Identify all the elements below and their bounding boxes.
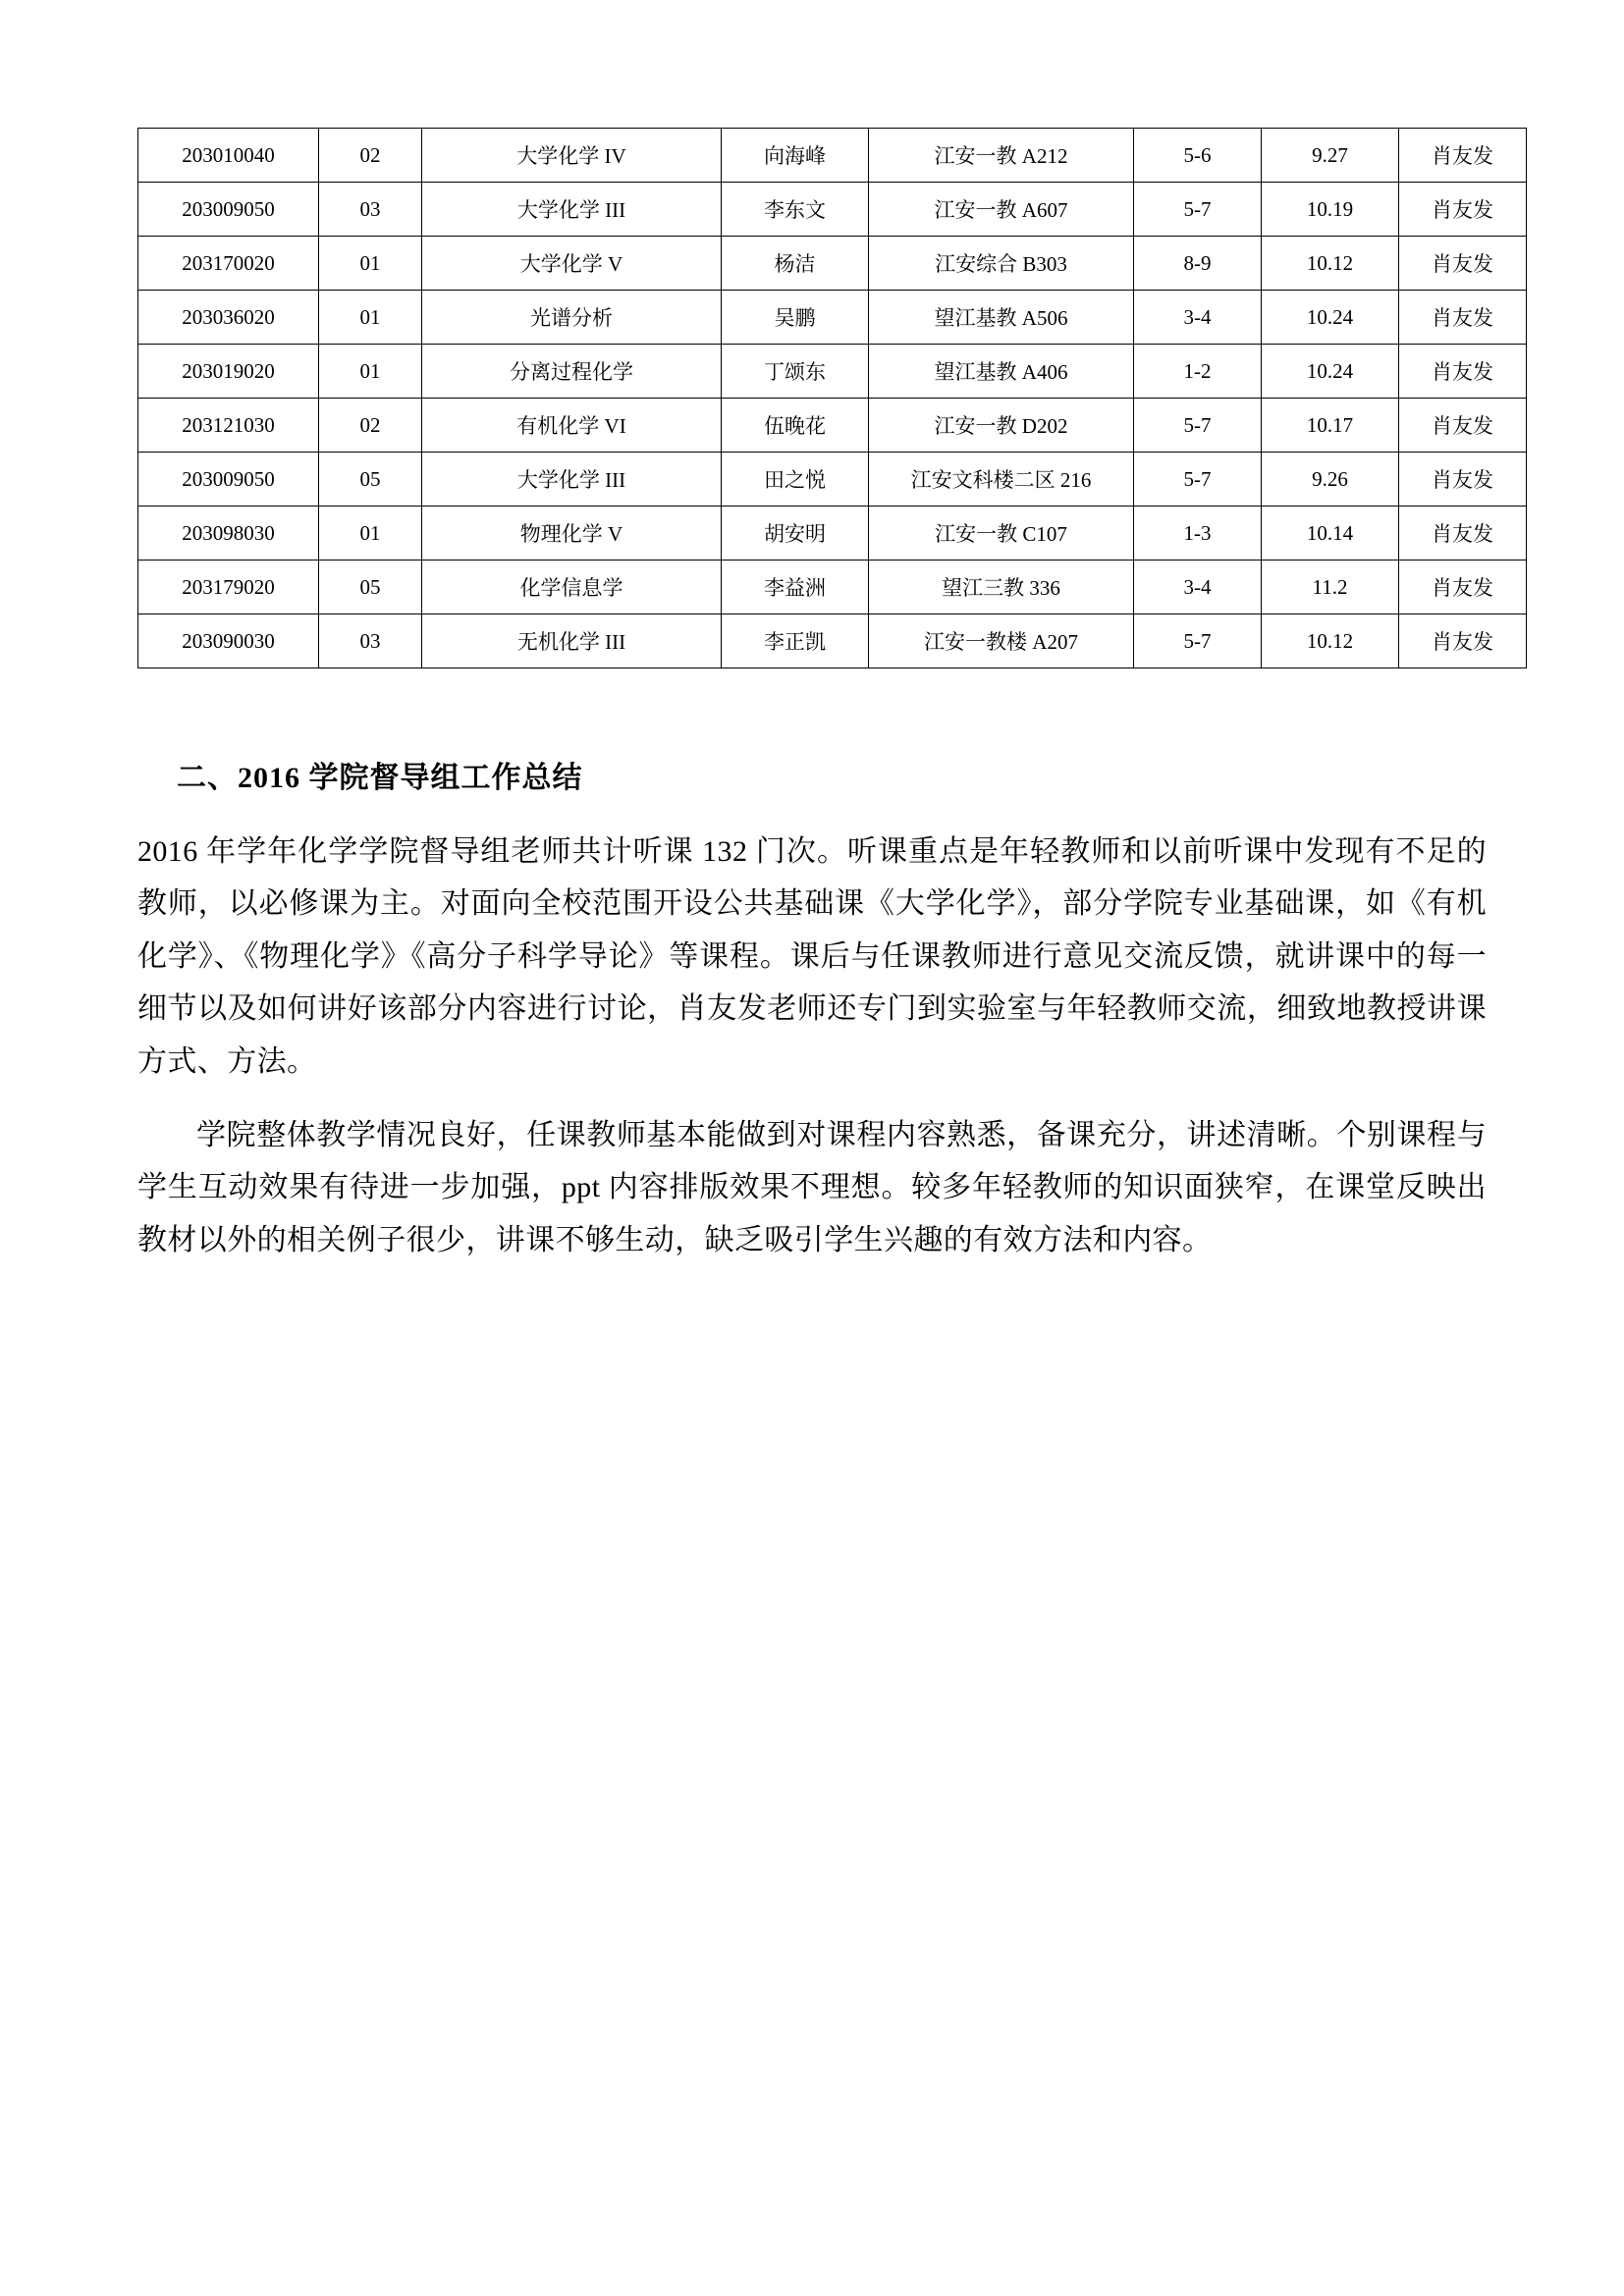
cell-teacher: 田之悦 [722, 453, 869, 507]
cell-location: 江安一教 D202 [869, 399, 1134, 453]
cell-course-seq: 01 [319, 345, 422, 399]
cell-date: 11.2 [1262, 561, 1399, 614]
cell-date: 10.12 [1262, 614, 1399, 668]
cell-observer: 肖友发 [1399, 129, 1527, 183]
cell-teacher: 伍晚花 [722, 399, 869, 453]
cell-observer: 肖友发 [1399, 507, 1527, 561]
cell-course-seq: 01 [319, 507, 422, 561]
table-row [138, 291, 1527, 345]
cell-date: 10.24 [1262, 291, 1399, 345]
cell-teacher: 胡安明 [722, 507, 869, 561]
table-row [138, 183, 1527, 237]
cell-date: 10.14 [1262, 507, 1399, 561]
cell-period: 1-2 [1134, 345, 1262, 399]
cell-teacher: 丁颂东 [722, 345, 869, 399]
cell-course-code: 203009050 [138, 453, 319, 507]
cell-course-code: 203036020 [138, 291, 319, 345]
cell-location: 望江基教 A506 [869, 291, 1134, 345]
cell-observer: 肖友发 [1399, 453, 1527, 507]
cell-observer: 肖友发 [1399, 345, 1527, 399]
cell-date: 10.12 [1262, 237, 1399, 291]
cell-course-seq: 03 [319, 183, 422, 237]
cell-teacher: 李益洲 [722, 561, 869, 614]
table-row [138, 129, 1527, 183]
cell-period: 5-7 [1134, 399, 1262, 453]
cell-date: 10.19 [1262, 183, 1399, 237]
section-heading: 二、2016 学院督导组工作总结 [177, 762, 583, 794]
cell-period: 5-7 [1134, 614, 1262, 668]
cell-course-code: 203098030 [138, 507, 319, 561]
cell-course-name: 大学化学 III [422, 453, 722, 507]
cell-date: 9.27 [1262, 129, 1399, 183]
course-schedule-table [137, 128, 1527, 668]
cell-course-name: 有机化学 VI [422, 399, 722, 453]
cell-location: 江安文科楼二区 216 [869, 453, 1134, 507]
cell-course-seq: 03 [319, 614, 422, 668]
cell-course-seq: 01 [319, 291, 422, 345]
paragraph-summary-1: 2016 年学年化学学院督导组老师共计听课 132 门次。听课重点是年轻教师和以前听课中发现有不足的教师，以必修课为主。对面向全校范围开设公共基础课《大学化学》，部分学院专业基础课，如《有机化学》、《物理化学》《高分子科学导论》等课程。课后与任课教师进行意见交流反馈，就讲课中的每一细节以及如何讲好该部分内容进行讨论，肖友发老师还专门到实验室与年轻教师交流，细致地教授讲课方式、方法。 [137, 835, 1487, 1078]
cell-period: 1-3 [1134, 507, 1262, 561]
cell-observer: 肖友发 [1399, 614, 1527, 668]
cell-teacher: 李正凯 [722, 614, 869, 668]
cell-course-name: 大学化学 III [422, 183, 722, 237]
cell-location: 江安一教楼 A207 [869, 614, 1134, 668]
cell-location: 江安一教 A212 [869, 129, 1134, 183]
cell-teacher: 杨洁 [722, 237, 869, 291]
cell-location: 望江三教 336 [869, 561, 1134, 614]
cell-period: 8-9 [1134, 237, 1262, 291]
cell-course-name: 光谱分析 [422, 291, 722, 345]
cell-course-seq: 05 [319, 561, 422, 614]
cell-observer: 肖友发 [1399, 237, 1527, 291]
cell-course-seq: 05 [319, 453, 422, 507]
cell-date: 9.26 [1262, 453, 1399, 507]
cell-course-name: 物理化学 V [422, 507, 722, 561]
cell-course-code: 203010040 [138, 129, 319, 183]
cell-period: 5-7 [1134, 183, 1262, 237]
cell-course-code: 203179020 [138, 561, 319, 614]
table-row [138, 614, 1527, 668]
cell-period: 3-4 [1134, 561, 1262, 614]
cell-location: 江安一教 A607 [869, 183, 1134, 237]
table-row [138, 453, 1527, 507]
cell-period: 3-4 [1134, 291, 1262, 345]
cell-course-name: 分离过程化学 [422, 345, 722, 399]
cell-observer: 肖友发 [1399, 291, 1527, 345]
cell-course-name: 大学化学 V [422, 237, 722, 291]
paragraph-summary-2: 学院整体教学情况良好，任课教师基本能做到对课程内容熟悉，备课充分，讲述清晰。个别课程与学生互动效果有待进一步加强，ppt 内容排版效果不理想。较多年轻教师的知识面狭窄，在课堂反映出教材以外的相关例子很少，讲课不够生动，缺乏吸引学生兴趣的有效方法和内容。 [137, 1118, 1487, 1256]
cell-location: 望江基教 A406 [869, 345, 1134, 399]
table-row [138, 507, 1527, 561]
cell-course-name: 化学信息学 [422, 561, 722, 614]
cell-teacher: 向海峰 [722, 129, 869, 183]
cell-course-name: 大学化学 IV [422, 129, 722, 183]
cell-course-name: 无机化学 III [422, 614, 722, 668]
cell-date: 10.24 [1262, 345, 1399, 399]
cell-course-code: 203019020 [138, 345, 319, 399]
cell-observer: 肖友发 [1399, 399, 1527, 453]
cell-course-seq: 02 [319, 129, 422, 183]
cell-location: 江安一教 C107 [869, 507, 1134, 561]
table-row [138, 237, 1527, 291]
cell-course-seq: 02 [319, 399, 422, 453]
table-row [138, 399, 1527, 453]
cell-observer: 肖友发 [1399, 561, 1527, 614]
cell-course-code: 203009050 [138, 183, 319, 237]
cell-period: 5-6 [1134, 129, 1262, 183]
table-row [138, 345, 1527, 399]
cell-teacher: 吴鹏 [722, 291, 869, 345]
table-row [138, 561, 1527, 614]
cell-course-code: 203170020 [138, 237, 319, 291]
cell-teacher: 李东文 [722, 183, 869, 237]
cell-course-code: 203121030 [138, 399, 319, 453]
cell-course-seq: 01 [319, 237, 422, 291]
cell-course-code: 203090030 [138, 614, 319, 668]
cell-date: 10.17 [1262, 399, 1399, 453]
cell-location: 江安综合 B303 [869, 237, 1134, 291]
cell-observer: 肖友发 [1399, 183, 1527, 237]
cell-period: 5-7 [1134, 453, 1262, 507]
